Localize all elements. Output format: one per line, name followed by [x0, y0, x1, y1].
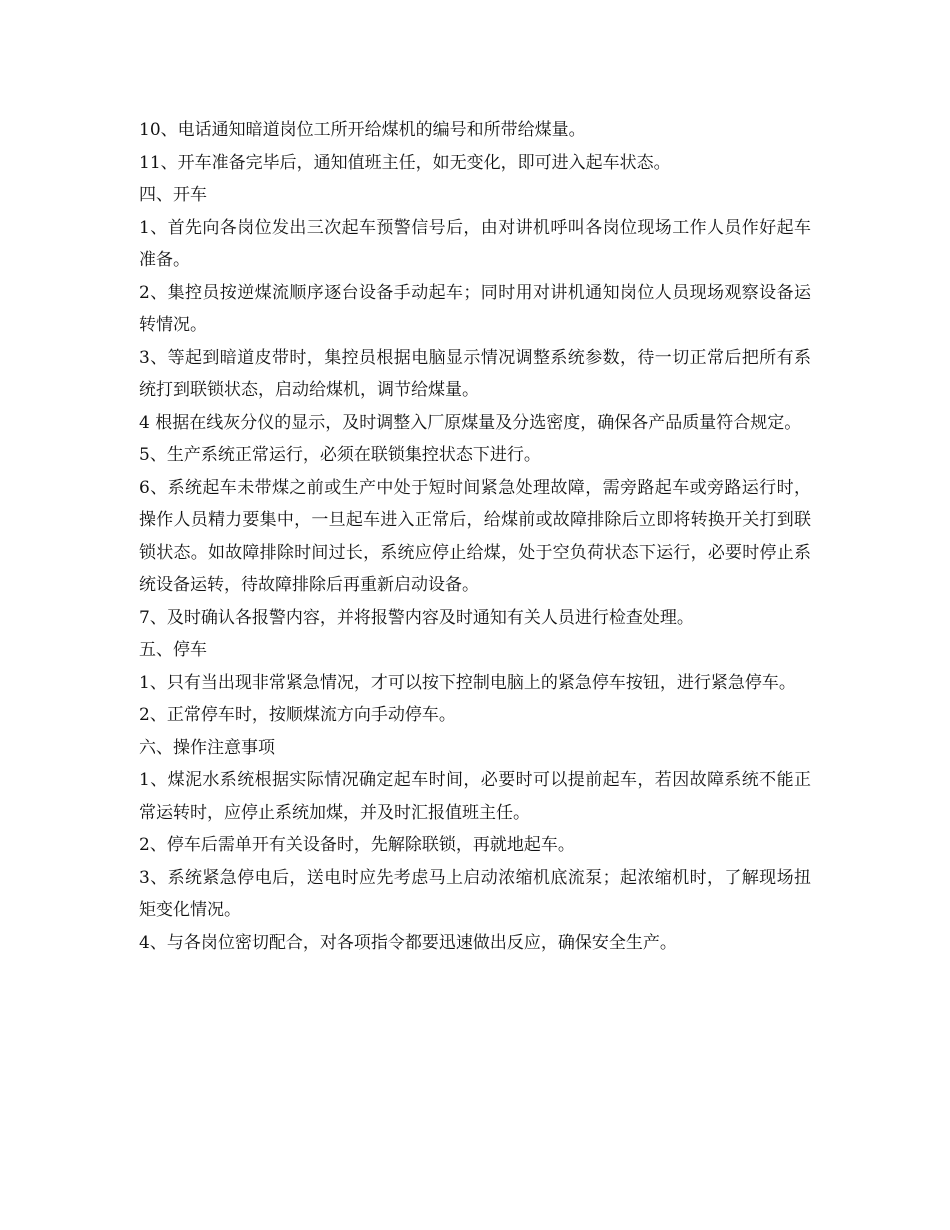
- document-page: [139, 114, 811, 959]
- paragraph-start-7: 7、及时确认各报警内容，并将报警内容及时通知有关人员进行检查处理。: [139, 607, 694, 628]
- paragraph-item-11: 11、开车准备完毕后，通知值班主任，如无变化，即可进入起车状态。: [139, 152, 671, 173]
- paragraph-start-6: 6、系统起车未带煤之前或生产中处于短时间紧急处理故障，需旁路起车或旁路运行时，操作人员精力要集中，一旦起车进入正常后，给煤前或故障排除后立即将转换开关打到联锁状态。如故障排除时间过长，系统应停止给煤，处于空负荷状态下运行，必要时停止系统设备运转，待故障排除后再重新启动设备。: [139, 477, 811, 595]
- section-heading-stop: 五、停车: [139, 640, 207, 660]
- section-heading-notes: 六、操作注意事项: [139, 737, 275, 758]
- paragraph-item-10: 10、电话通知暗道岗位工所开给煤机的编号和所带给煤量。: [139, 120, 586, 140]
- paragraph-stop-2: 2、正常停车时，按顺煤流方向手动停车。: [139, 705, 456, 725]
- section-heading-start: 四、开车: [139, 185, 207, 205]
- paragraph-notes-4: 4、与各岗位密切配合，对各项指令都要迅速做出反应，确保安全生产。: [139, 932, 677, 953]
- paragraph-notes-2: 2、停车后需单开有关设备时，先解除联锁，再就地起车。: [139, 835, 575, 855]
- paragraph-start-5: 5、生产系统正常运行，必须在联锁集控状态下进行。: [139, 445, 541, 465]
- paragraph-start-2: 2、集控员按逆煤流顺序逐台设备手动起车；同时用对讲机通知岗位人员现场观察设备运转情况。: [139, 282, 811, 335]
- paragraph-notes-1: 1、煤泥水系统根据实际情况确定起车时间，必要时可以提前起车，若因故障系统不能正常运转时，应停止系统加煤，并及时汇报值班主任。: [139, 770, 811, 823]
- paragraph-notes-3: 3、系统紧急停电后，送电时应先考虑马上启动浓缩机底流泵；起浓缩机时，了解现场扭矩变化情况。: [139, 867, 811, 920]
- paragraph-start-4: 4 根据在线灰分仪的显示，及时调整入厂原煤量及分选密度，确保各产品质量符合规定。: [139, 412, 802, 433]
- paragraph-start-3: 3、等起到暗道皮带时，集控员根据电脑显示情况调整系统参数，待一切正常后把所有系统打到联锁状态，启动给煤机，调节给煤量。: [139, 347, 811, 400]
- paragraph-start-1: 1、首先向各岗位发出三次起车预警信号后，由对讲机呼叫各岗位现场工作人员作好起车准备。: [139, 217, 811, 270]
- paragraph-stop-1: 1、只有当出现非常紧急情况，才可以按下控制电脑上的紧急停车按钮，进行紧急停车。: [139, 672, 796, 693]
